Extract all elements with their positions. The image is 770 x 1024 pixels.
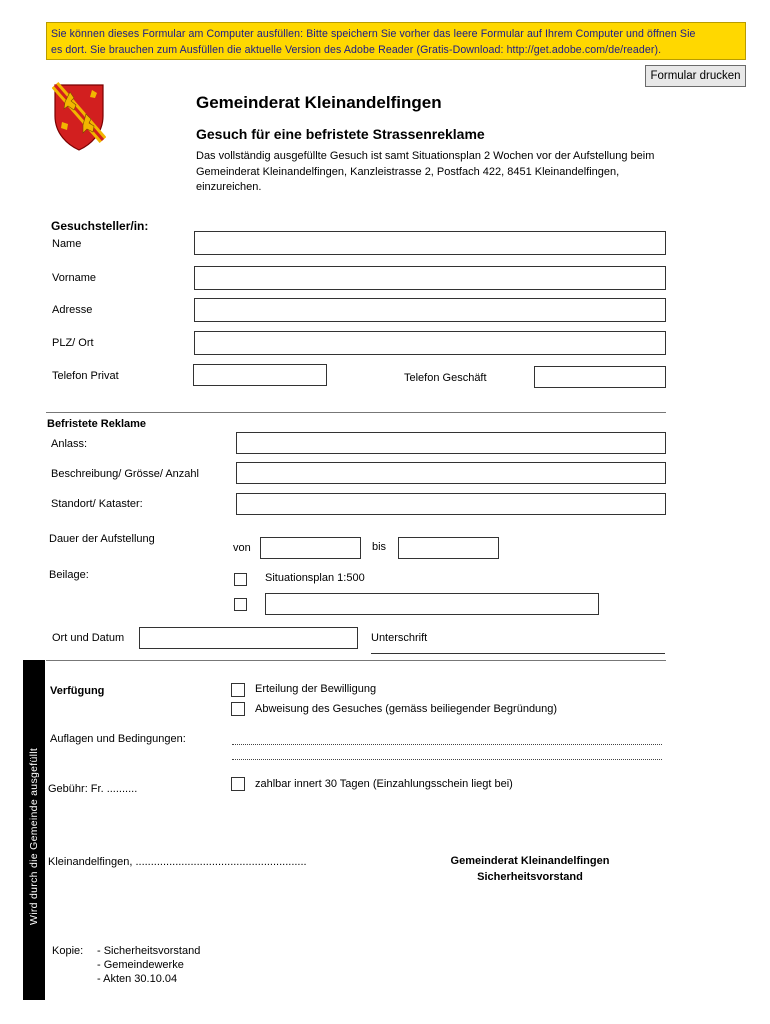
zahlbar-label: zahlbar innert 30 Tagen (Einzahlungsschein liegt bei): [255, 778, 513, 790]
telefon-privat-label: Telefon Privat: [52, 370, 119, 382]
situationsplan-checkbox[interactable]: [234, 573, 247, 586]
adobe-reader-notice: [46, 22, 746, 60]
kopie-item-2: - Gemeindewerke: [97, 959, 184, 971]
signatory-council: Gemeinderat Kleinandelfingen: [450, 855, 610, 867]
auflagen-line-1: [232, 744, 662, 745]
other-attachment-checkbox[interactable]: [234, 598, 247, 611]
vorname-field[interactable]: [194, 266, 666, 290]
abweisung-label: Abweisung des Gesuches (gemäss beiliegender Begründung): [255, 703, 558, 715]
intro-text: Das vollständig ausgefüllte Gesuch ist samt Situationsplan 2 Wochen vor der Aufstellung beim Gemeinderat Kleinandelfingen, Kanzleistrasse 2, Postfach 422, 8451 Kleinandelfingen, einzureichen.: [196, 150, 655, 193]
kopie-item-1: - Sicherheitsvorstand: [97, 945, 201, 957]
adresse-label: Adresse: [52, 304, 93, 316]
auflagen-line-2: [232, 759, 662, 760]
beschreibung-field[interactable]: [236, 462, 666, 484]
erteilung-checkbox[interactable]: [231, 683, 245, 697]
place-date-line: Kleinandelfingen, ........................................................: [48, 856, 307, 868]
von-label: von: [233, 542, 251, 554]
coat-of-arms-icon: [52, 82, 106, 152]
zahlbar-checkbox[interactable]: [231, 777, 245, 791]
abweisung-checkbox[interactable]: [231, 702, 245, 716]
applicant-heading: Gesuchsteller/in:: [51, 219, 149, 233]
beilage-label: Beilage:: [49, 569, 89, 581]
anlass-field[interactable]: [236, 432, 666, 454]
signature-line: [371, 653, 665, 654]
bis-label: bis: [372, 541, 387, 553]
situationsplan-label: Situationsplan 1:500: [265, 572, 365, 584]
ad-heading: Befristete Reklame: [47, 418, 147, 430]
notice-line-2: es dort. Sie brauchen zum Ausfüllen die aktuelle Version des Adobe Reader (Gratis-Download: http://get.adobe.com/de/reader).: [51, 44, 662, 56]
other-attachment-field[interactable]: [265, 593, 599, 615]
name-field[interactable]: [194, 231, 666, 255]
anlass-label: Anlass:: [51, 438, 88, 450]
plz-ort-label: PLZ/ Ort: [52, 337, 94, 349]
beschreibung-label: Beschreibung/ Grösse/ Anzahl: [51, 468, 199, 480]
office-use-label: Wird durch die Gemeinde ausgefüllt: [28, 747, 40, 925]
name-label: Name: [52, 238, 82, 250]
auflagen-label: Auflagen und Bedingungen:: [50, 733, 186, 745]
gebuehr-label: Gebühr: Fr. ..........: [48, 783, 138, 795]
telefon-geschaeft-label: Telefon Geschäft: [404, 372, 487, 384]
vorname-label: Vorname: [52, 272, 97, 284]
ort-datum-label: Ort und Datum: [52, 632, 125, 644]
telefon-geschaeft-field[interactable]: [534, 366, 666, 388]
dauer-label: Dauer der Aufstellung: [49, 533, 155, 545]
print-form-button[interactable]: Formular drucken: [645, 65, 746, 87]
plz-ort-field[interactable]: [194, 331, 666, 355]
kopie-item-3: - Akten 30.10.04: [97, 973, 178, 985]
bis-date-field[interactable]: [398, 537, 499, 559]
erteilung-label: Erteilung der Bewilligung: [255, 683, 377, 695]
von-date-field[interactable]: [260, 537, 361, 559]
unterschrift-label: Unterschrift: [371, 632, 428, 644]
signatory-role: Sicherheitsvorstand: [477, 871, 583, 883]
page-title: Gemeinderat Kleinandelfingen: [196, 93, 442, 112]
adresse-field[interactable]: [194, 298, 666, 322]
standort-label: Standort/ Kataster:: [51, 498, 143, 510]
form-subtitle: Gesuch für eine befristete Strassenreklame: [196, 126, 485, 142]
section-divider-office: [46, 660, 666, 661]
office-use-sidebar: [23, 660, 45, 1000]
notice-line-1: Sie können dieses Formular am Computer ausfüllen: Bitte speichern Sie vorher das leere Formular auf Ihrem Computer und öffnen Sie: [51, 28, 696, 40]
ort-datum-field[interactable]: [139, 627, 358, 649]
verfuegung-heading: Verfügung: [50, 685, 105, 697]
standort-field[interactable]: [236, 493, 666, 515]
kopie-label: Kopie:: [52, 945, 84, 957]
telefon-privat-field[interactable]: [193, 364, 327, 386]
section-divider: [46, 412, 666, 413]
